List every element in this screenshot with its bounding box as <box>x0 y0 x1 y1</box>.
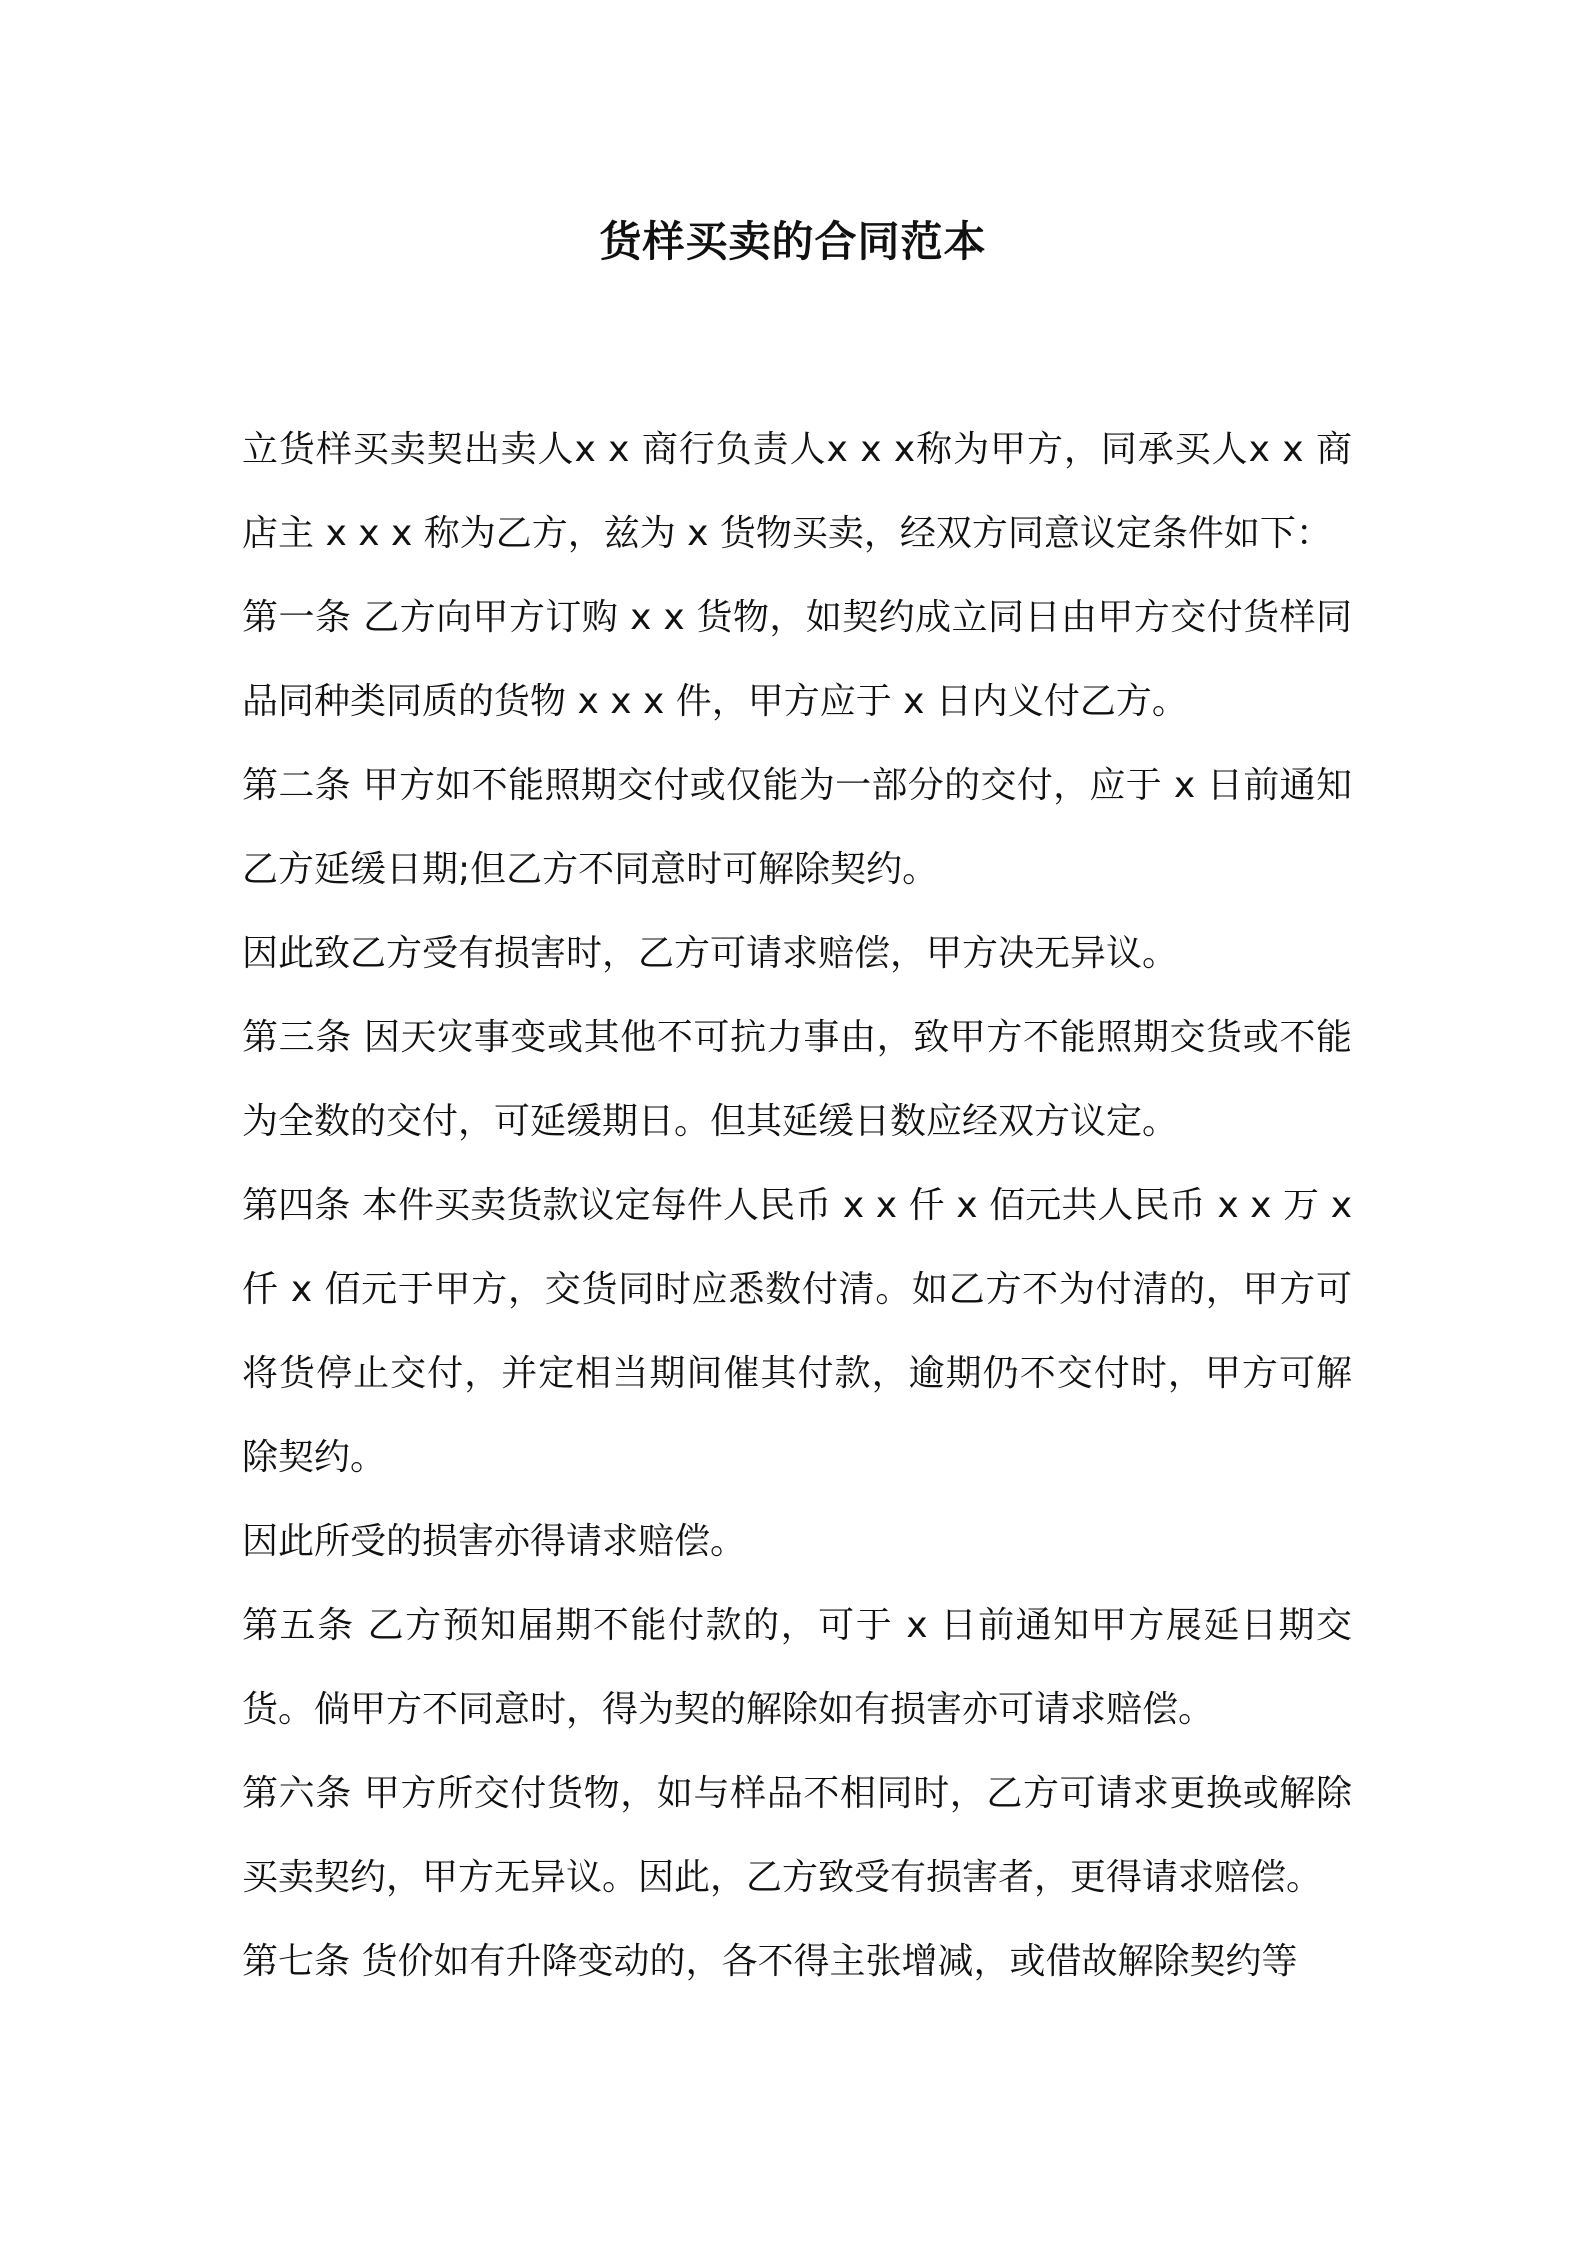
paragraph-article-5: 第五条 乙方预知届期不能付款的，可于 x 日前通知甲方展延日期交货。倘甲方不同意时，得为契的解除如有损害亦可请求赔偿。 <box>242 1605 1352 1730</box>
paragraph-article-4-note: 因此所受的损害亦得请求赔偿。 <box>242 1521 747 1562</box>
paragraph-article-2: 第二条 甲方如不能照期交付或仅能为一部分的交付，应于 x 日前通知乙方延缓日期;但乙方不同意时可解除契约。 <box>242 765 1352 890</box>
paragraph-article-2-note: 因此致乙方受有损害时，乙方可请求赔偿，甲方决无异议。 <box>242 933 1179 974</box>
paragraph-intro: 立货样买卖契出卖人x x 商行负责人x x x称为甲方，同承买人x x 商店主 x x x 称为乙方，兹为 x 货物买卖，经双方同意议定条件如下： <box>242 429 1352 554</box>
document-title: 货样买卖的合同范本 <box>599 217 987 266</box>
paragraph-article-7: 第七条 货价如有升降变动的，各不得主张增减，或借故解除契约等 <box>242 1941 1298 1982</box>
paragraph-article-6: 第六条 甲方所交付货物，如与样品不相同时，乙方可请求更换或解除买卖契约，甲方无异议。因此，乙方致受有损害者，更得请求赔偿。 <box>242 1773 1352 1898</box>
paragraph-article-3: 第三条 因天灾事变或其他不可抗力事由，致甲方不能照期交货或不能为全数的交付，可延缓期日。但其延缓日数应经双方议定。 <box>242 1017 1352 1142</box>
document-body <box>242 408 1352 2004</box>
paragraph-article-4: 第四条 本件买卖货款议定每件人民币 x x 仟 x 佰元共人民币 x x 万 x 仟 x 佰元于甲方，交货同时应悉数付清。如乙方不为付清的，甲方可将货停止交付，并定相当期间催其付款，逾期仍不交付时，甲方可解除契约。 <box>242 1185 1352 1478</box>
paragraph-article-1: 第一条 乙方向甲方订购 x x 货物，如契约成立同日由甲方交付货样同品同种类同质的货物 x x x 件，甲方应于 x 日内义付乙方。 <box>242 597 1352 722</box>
